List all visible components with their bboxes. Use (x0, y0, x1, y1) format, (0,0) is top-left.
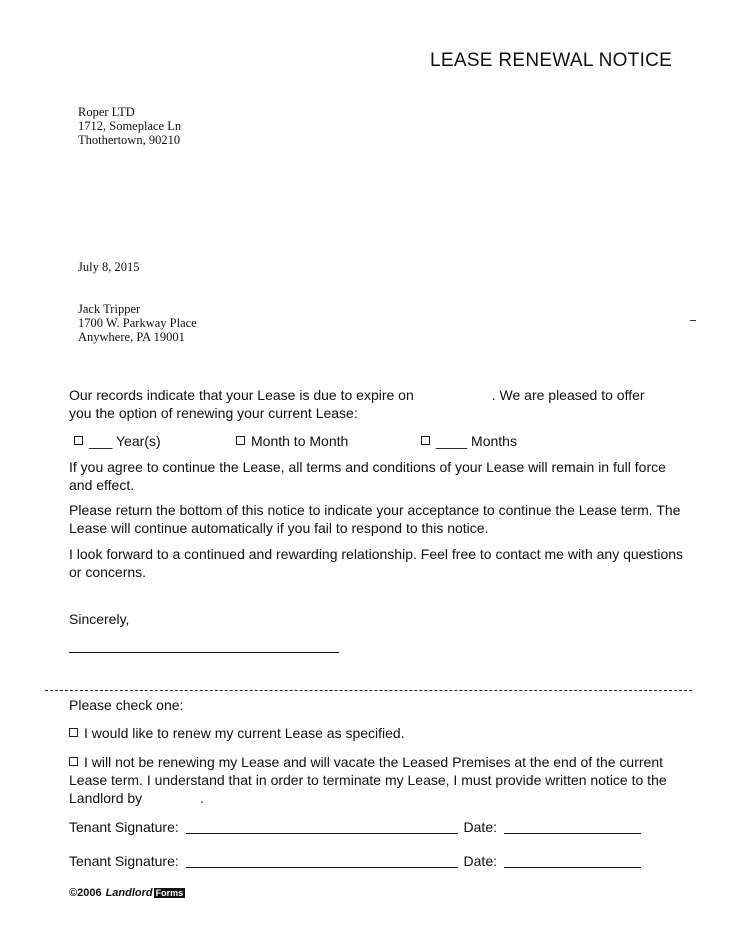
checkbox-icon[interactable] (74, 436, 83, 445)
landlord-signature-line[interactable] (69, 652, 339, 653)
tear-off-line (45, 690, 692, 691)
signature-row (69, 818, 641, 836)
choice-vacate[interactable] (69, 753, 684, 807)
option-months[interactable] (421, 432, 517, 450)
intro-paragraph (69, 386, 684, 422)
checkbox-icon[interactable] (236, 436, 245, 445)
landlord-address (78, 105, 181, 147)
return-paragraph: Please return the bottom of this notice to indicate your acceptance to continue the Lease term. The Lease will continue automatically if you fail to respond to this notice. (69, 502, 681, 536)
tenant-city: Anywhere, PA 19001 (78, 330, 185, 344)
option-months-label: ____ Months (436, 433, 517, 449)
intro-text-2: . We are pleased to offer (491, 387, 645, 403)
landlord-name: Roper LTD (78, 105, 135, 119)
tenant-signature-field[interactable] (186, 820, 458, 834)
continue-paragraph: If you agree to continue the Lease, all terms and conditions of your Lease will remain in full force and effect. (69, 459, 666, 493)
tenant-street: 1700 W. Parkway Place (78, 316, 197, 330)
copyright: ©2006 (69, 887, 102, 899)
document-title: LEASE RENEWAL NOTICE (430, 50, 673, 71)
date-label: Date: (463, 819, 497, 835)
choice-renew-label: I would like to renew my current Lease as specified. (84, 725, 405, 741)
checkbox-icon[interactable] (421, 436, 430, 445)
tenant-signature-label: Tenant Signature: (69, 819, 179, 835)
tenant-signature-field[interactable] (186, 854, 458, 868)
date-label: Date: (463, 853, 497, 869)
signature-row (69, 852, 641, 870)
tenant-name: Jack Tripper (78, 302, 141, 316)
footer-logo (69, 887, 185, 899)
option-years-label: ___ Year(s) (89, 433, 161, 449)
option-month-to-month-label: Month to Month (251, 433, 349, 449)
choice-vacate-label: I will not be renewing my Lease and will vacate the Leased Premises at the end of the current Lease term. I understand that in order to terminate my Lease, I must provide written notice to the Landlord by (69, 754, 667, 806)
brand-name: Landlord (105, 887, 153, 899)
checkbox-icon[interactable] (69, 728, 78, 737)
landlord-city: Thothertown, 90210 (78, 133, 181, 147)
choice-vacate-end: . (200, 790, 205, 806)
date-field[interactable] (504, 854, 641, 868)
choice-renew[interactable] (69, 724, 405, 742)
notice-date: July 8, 2015 (78, 260, 140, 274)
brand-box: Forms (155, 888, 184, 898)
margin-mark (690, 320, 696, 321)
tenant-signature-label: Tenant Signature: (69, 853, 179, 869)
check-one-label: Please check one: (69, 697, 184, 713)
landlord-street: 1712, Someplace Ln (78, 119, 182, 133)
closing: Sincerely, (69, 611, 130, 627)
intro-text-1: Our records indicate that your Lease is due to expire on (69, 387, 414, 403)
option-month-to-month[interactable] (236, 432, 348, 450)
intro-text-3: you the option of renewing your current Lease: (69, 405, 358, 421)
forward-paragraph: I look forward to a continued and rewarding relationship. Feel free to contact me with any questions or concerns. (69, 546, 684, 580)
checkbox-icon[interactable] (69, 757, 78, 766)
date-field[interactable] (504, 820, 641, 834)
tenant-address (78, 302, 197, 344)
option-years[interactable] (74, 432, 161, 450)
